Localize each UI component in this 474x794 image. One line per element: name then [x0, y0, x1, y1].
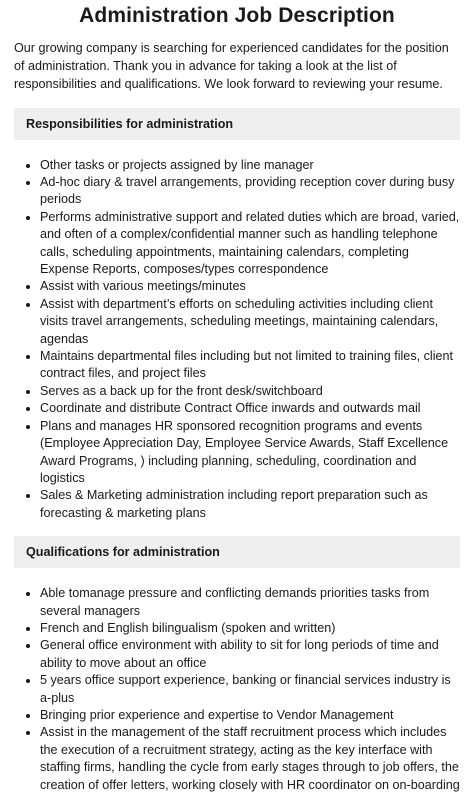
list-item: • Ad-hoc diary & travel arrangements, providing reception cover during busy periods [40, 174, 460, 209]
list-item: • Bringing prior experience and expertise to Vendor Management [40, 707, 460, 724]
list-item: • Able tomanage pressure and conflicting demands priorities tasks from several managers [40, 585, 460, 620]
list-item: • Assist in the management of the staff recruitment process which includes the execution of a recruitment strategy, acting as the key interface with staffing firms, handling the cycle from early stages through to job offers, the creation of offer letters, working closely with HR coordinator on on-boarding [40, 724, 460, 794]
qualifications-heading: Qualifications for administration [14, 536, 460, 568]
qualifications-list [14, 585, 460, 794]
responsibilities-list [14, 157, 460, 523]
page-title: Administration Job Description [79, 4, 395, 27]
responsibilities-heading: Responsibilities for administration [14, 108, 460, 140]
list-item: • Plans and manages HR sponsored recognition programs and events (Employee Appreciation Day, Employee Service Awards, Staff Excellence Award Programs, ) including planning, scheduling, coordination and logistics [40, 418, 460, 488]
list-item: • Assist with department’s efforts on scheduling activities including client visits travel arrangements, scheduling meetings, maintaining calendars, agendas [40, 296, 460, 348]
intro-paragraph: Our growing company is searching for experienced candidates for the position of administration. Thank you in advance for taking a look at the list of responsibilities and qualifications. We look forward to reviewing your resume. [14, 41, 449, 92]
list-item: • Serves as a back up for the front desk/switchboard [40, 383, 460, 400]
list-item: • General office environment with ability to sit for long periods of time and ability to move about an office [40, 637, 460, 672]
list-item: • Other tasks or projects assigned by line manager [40, 157, 460, 174]
list-item: • Performs administrative support and related duties which are broad, varied, and often of a complex/confidential manner such as handling telephone calls, scheduling appointments, maintaining calendars, completing Expense Reports, composes/types correspondence [40, 209, 460, 279]
list-item: • Assist with various meetings/minutes [40, 278, 460, 295]
list-item: • Coordinate and distribute Contract Office inwards and outwards mail [40, 400, 460, 417]
list-item: • Maintains departmental files including but not limited to training files, client contract files, and project files [40, 348, 460, 383]
list-item: • French and English bilingualism (spoken and written) [40, 620, 460, 637]
list-item: • 5 years office support experience, banking or financial services industry is a-plus [40, 672, 460, 707]
list-item: • Sales & Marketing administration including report preparation such as forecasting & marketing plans [40, 487, 460, 522]
